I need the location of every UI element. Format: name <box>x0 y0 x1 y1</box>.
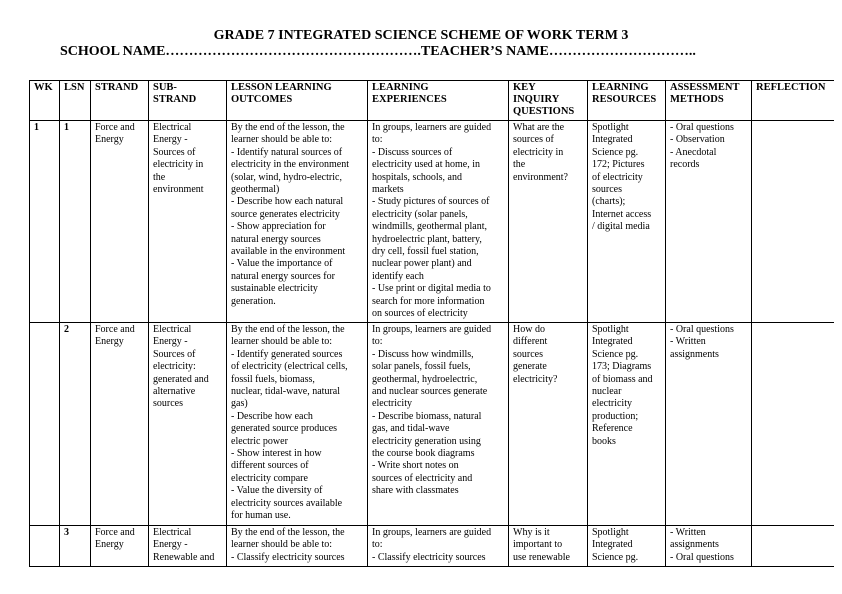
header-sub-strand: SUB- STRAND <box>149 81 227 121</box>
cell-text-line: - Describe how each natural <box>231 196 344 208</box>
cell-text-line: - Value the diversity of <box>231 485 323 497</box>
cell-learning-resources <box>588 526 666 568</box>
cell-text-line: Integrated <box>592 336 633 348</box>
cell-text-line: nuclear, tidal-wave, natural <box>231 386 340 398</box>
cell-key-inquiry-questions <box>509 526 588 568</box>
cell-text-line: different <box>513 336 548 348</box>
cell-text-line: available in the environment <box>231 246 346 258</box>
cell-text-line: solar panels, fossil fuels, <box>372 361 471 373</box>
cell-text-line: nuclear <box>592 386 622 398</box>
cell-text-line: for human use. <box>231 510 291 522</box>
cell-text-line: Force and <box>95 122 135 133</box>
cell-text-line: natural energy sources <box>231 233 321 245</box>
cell-text-line: electricity generation using <box>372 435 481 447</box>
cell-text-line: - Classify electricity sources <box>231 551 345 563</box>
cell-text-line: - Describe how each <box>231 410 313 422</box>
cell-text-line: In groups, learners are guided <box>372 527 492 538</box>
cell-text-line: Energy <box>95 336 124 348</box>
cell-text-line: sources <box>153 398 183 410</box>
cell-text-line: on sources of electricity <box>372 308 468 320</box>
cell-text-line: - Value the importance of <box>231 258 333 270</box>
document-title: GRADE 7 INTEGRATED SCIENCE SCHEME OF WORK TERM 3 <box>213 28 629 43</box>
cell-text-line: - Oral questions <box>670 324 734 335</box>
cell-text-line: windmills, geothermal plant, <box>372 221 487 233</box>
cell-text-line: 172; Pictures <box>592 159 645 171</box>
cell-text-line: - Anecdotal <box>670 146 717 158</box>
cell-text-line: Sources of <box>153 146 196 158</box>
cell-text-line: Science pg. <box>592 551 639 563</box>
cell-text-line: generated and <box>153 373 209 385</box>
cell-text-line: - Show interest in how <box>231 448 322 460</box>
cell-text-line: Electrical <box>153 324 192 335</box>
cell-text-line: sources <box>592 184 622 196</box>
cell-text-line: - Study pictures of sources of <box>372 196 490 208</box>
cell-text-line: search for more information <box>372 295 485 307</box>
cell-text-line: / digital media <box>592 221 650 233</box>
cell-text-line: - Classify electricity sources <box>372 551 486 563</box>
cell-text-line: electricity compare <box>231 472 308 484</box>
cell-lesson-outcomes <box>227 121 368 323</box>
cell-text-line: of electricity <box>592 171 643 183</box>
cell-sub-strand <box>149 323 227 526</box>
cell-text-line: of electricity (electrical cells, <box>231 361 348 373</box>
cell-text-line: source generates electricity <box>231 208 340 220</box>
cell-lesson-outcomes <box>227 526 368 568</box>
cell-learning-experiences <box>368 526 509 568</box>
cell-text-line: to: <box>372 134 383 146</box>
cell-text-line: How do <box>513 324 545 335</box>
cell-text-line: Energy <box>95 539 124 551</box>
cell-reflection <box>752 323 835 526</box>
cell-text-line: different sources of <box>231 460 309 472</box>
cell-text-line: gas) <box>231 398 248 410</box>
cell-text-line: learner should be able to: <box>231 336 333 348</box>
cell-text-line: (solar, wind, hydro-electric, <box>231 171 342 183</box>
cell-text-line: hydroelectric plant, battery, <box>372 233 482 245</box>
cell-text-line: environment? <box>513 171 568 183</box>
cell-text-line: of biomass and <box>592 373 653 385</box>
cell-text-line: to: <box>372 539 383 551</box>
cell-text-line: - Observation <box>670 134 725 146</box>
cell-text-line: In groups, learners are guided <box>372 324 492 335</box>
table-row <box>30 526 835 568</box>
cell-text-line: By the end of the lesson, the <box>231 122 345 133</box>
cell-text-line: - Write short notes on <box>372 460 459 472</box>
cell-assessment-methods <box>666 323 752 526</box>
cell-text-line: share with classmates <box>372 485 459 497</box>
cell-text-line: Electrical <box>153 122 192 133</box>
cell-text-line: generation. <box>231 295 276 307</box>
cell-text-line: Electrical <box>153 527 192 538</box>
cell-learning-experiences <box>368 323 509 526</box>
header-assessment-methods: ASSESSMENT METHODS <box>666 81 752 121</box>
cell-text-line: nuclear power plant) and <box>372 258 472 270</box>
cell-wk <box>30 526 60 568</box>
cell-text-line: Integrated <box>592 134 633 146</box>
cell-text-line: Reference <box>592 423 633 435</box>
cell-text-line: Science pg. <box>592 348 639 360</box>
cell-text-line: - Written <box>670 336 706 348</box>
cell-assessment-methods <box>666 526 752 568</box>
cell-learning-resources <box>588 323 666 526</box>
cell-text-line: geothermal, hydroelectric, <box>372 373 478 385</box>
cell-text-line: to: <box>372 336 383 348</box>
cell-text-line: electricity <box>592 398 632 410</box>
cell-text-line: electricity: <box>153 361 196 373</box>
cell-text-line: - Discuss sources of <box>372 146 453 158</box>
cell-text-line: geothermal) <box>231 184 280 196</box>
cell-text-line: In groups, learners are guided <box>372 122 492 133</box>
scheme-table <box>29 80 834 567</box>
cell-sub-strand <box>149 121 227 323</box>
cell-text-line: assignments <box>670 539 719 551</box>
cell-text-line: gas, and tidal-wave <box>372 423 450 435</box>
cell-text-line: important to <box>513 539 563 551</box>
cell-text-line: - Discuss how windmills, <box>372 348 474 360</box>
cell-text-line: sources of <box>513 134 554 146</box>
cell-strand <box>91 121 149 323</box>
cell-text-line: - Describe biomass, natural <box>372 410 482 422</box>
cell-text-line: Force and <box>95 527 135 538</box>
cell-text-line: Renewable and <box>153 551 215 563</box>
cell-text-line: - Use print or digital media to <box>372 283 491 295</box>
cell-text-line: alternative <box>153 386 196 398</box>
cell-text-line: electric power <box>231 435 288 447</box>
cell-lesson-outcomes <box>227 323 368 526</box>
cell-lsn: 1 <box>60 121 91 323</box>
cell-text-line: 173; Diagrams <box>592 361 652 373</box>
cell-text-line: sustainable electricity <box>231 283 318 295</box>
cell-text-line: By the end of the lesson, the <box>231 324 345 335</box>
cell-text-line: electricity in <box>513 146 564 158</box>
header-wk: WK <box>30 81 60 121</box>
cell-text-line: generated source produces <box>231 423 338 435</box>
cell-text-line: environment <box>153 184 204 196</box>
cell-text-line: electricity? <box>513 373 558 385</box>
cell-text-line: - Oral questions <box>670 122 734 133</box>
cell-text-line: electricity (solar panels, <box>372 208 468 220</box>
cell-text-line: learner should be able to: <box>231 539 333 551</box>
cell-text-line: Internet access <box>592 208 652 220</box>
cell-text-line: electricity used at home, in <box>372 159 481 171</box>
cell-text-line: assignments <box>670 348 719 360</box>
cell-text-line: electricity sources available <box>231 497 343 509</box>
cell-text-line: Spotlight <box>592 527 629 538</box>
cell-text-line: hospitals, schools, and <box>372 171 462 183</box>
cell-key-inquiry-questions <box>509 121 588 323</box>
cell-text-line: - Show appreciation for <box>231 221 326 233</box>
cell-text-line: sources <box>513 348 543 360</box>
header-learning-resources: LEARNING RESOURCES <box>588 81 666 121</box>
cell-reflection <box>752 526 835 568</box>
cell-text-line: and nuclear sources generate <box>372 386 488 398</box>
cell-text-line: Force and <box>95 324 135 335</box>
cell-text-line: production; <box>592 410 639 422</box>
cell-text-line: learner should be able to: <box>231 134 333 146</box>
cell-text-line: the <box>513 159 526 171</box>
cell-text-line: Sources of <box>153 348 196 360</box>
cell-text-line: records <box>670 159 700 171</box>
cell-text-line: Integrated <box>592 539 633 551</box>
cell-strand <box>91 526 149 568</box>
document-subtitle: SCHOOL NAME……………………………………………….TEACHER’S NAME………………………….. <box>60 44 696 59</box>
cell-text-line: - Oral questions <box>670 551 734 563</box>
cell-text-line: (charts); <box>592 196 626 208</box>
cell-text-line: Energy <box>95 134 124 146</box>
cell-text-line: Energy - <box>153 336 188 348</box>
cell-text-line: - Identify generated sources <box>231 348 343 360</box>
cell-text-line: Energy - <box>153 134 188 146</box>
cell-text-line: natural energy sources for <box>231 270 335 282</box>
cell-text-line: Spotlight <box>592 122 629 133</box>
table-body <box>30 121 835 568</box>
cell-text-line: use renewable <box>513 551 570 563</box>
cell-text-line: generate <box>513 361 547 373</box>
header-reflection: REFLECTION <box>752 81 835 121</box>
cell-text-line: markets <box>372 184 404 196</box>
cell-text-line: fossil fuels, biomass, <box>231 373 315 385</box>
cell-wk: 1 <box>30 121 60 323</box>
cell-key-inquiry-questions <box>509 323 588 526</box>
cell-text-line: sources of electricity and <box>372 472 473 484</box>
cell-text-line: the <box>153 171 166 183</box>
cell-text-line: Energy - <box>153 539 188 551</box>
header-key-inquiry-questions: KEY INQUIRY QUESTIONS <box>509 81 588 121</box>
cell-text-line: Why is it <box>513 527 550 538</box>
header-lsn: LSN <box>60 81 91 121</box>
cell-text-line: - Written <box>670 527 706 538</box>
cell-text-line: identify each <box>372 270 424 282</box>
cell-lsn: 2 <box>60 323 91 526</box>
cell-text-line: books <box>592 435 616 447</box>
cell-text-line: What are the <box>513 122 565 133</box>
cell-lsn: 3 <box>60 526 91 568</box>
table-row <box>30 121 835 323</box>
cell-text-line: Science pg. <box>592 146 639 158</box>
cell-text-line: electricity <box>372 398 412 410</box>
table-row <box>30 323 835 526</box>
scheme-table-container <box>29 80 834 567</box>
header-lesson-outcomes: LESSON LEARNING OUTCOMES <box>227 81 368 121</box>
cell-strand <box>91 323 149 526</box>
cell-sub-strand <box>149 526 227 568</box>
cell-learning-resources <box>588 121 666 323</box>
cell-text-line: electricity in <box>153 159 204 171</box>
cell-text-line: - Identify natural sources of <box>231 146 343 158</box>
cell-reflection <box>752 121 835 323</box>
cell-learning-experiences <box>368 121 509 323</box>
cell-text-line: dry cell, fossil fuel station, <box>372 246 479 258</box>
cell-text-line: the course book diagrams <box>372 448 475 460</box>
cell-text-line: electricity in the environment <box>231 159 350 171</box>
cell-text-line: Spotlight <box>592 324 629 335</box>
header-strand: STRAND <box>91 81 149 121</box>
cell-assessment-methods <box>666 121 752 323</box>
header-learning-experiences: LEARNING EXPERIENCES <box>368 81 509 121</box>
table-header-row <box>30 81 835 121</box>
cell-text-line: By the end of the lesson, the <box>231 527 345 538</box>
cell-wk <box>30 323 60 526</box>
